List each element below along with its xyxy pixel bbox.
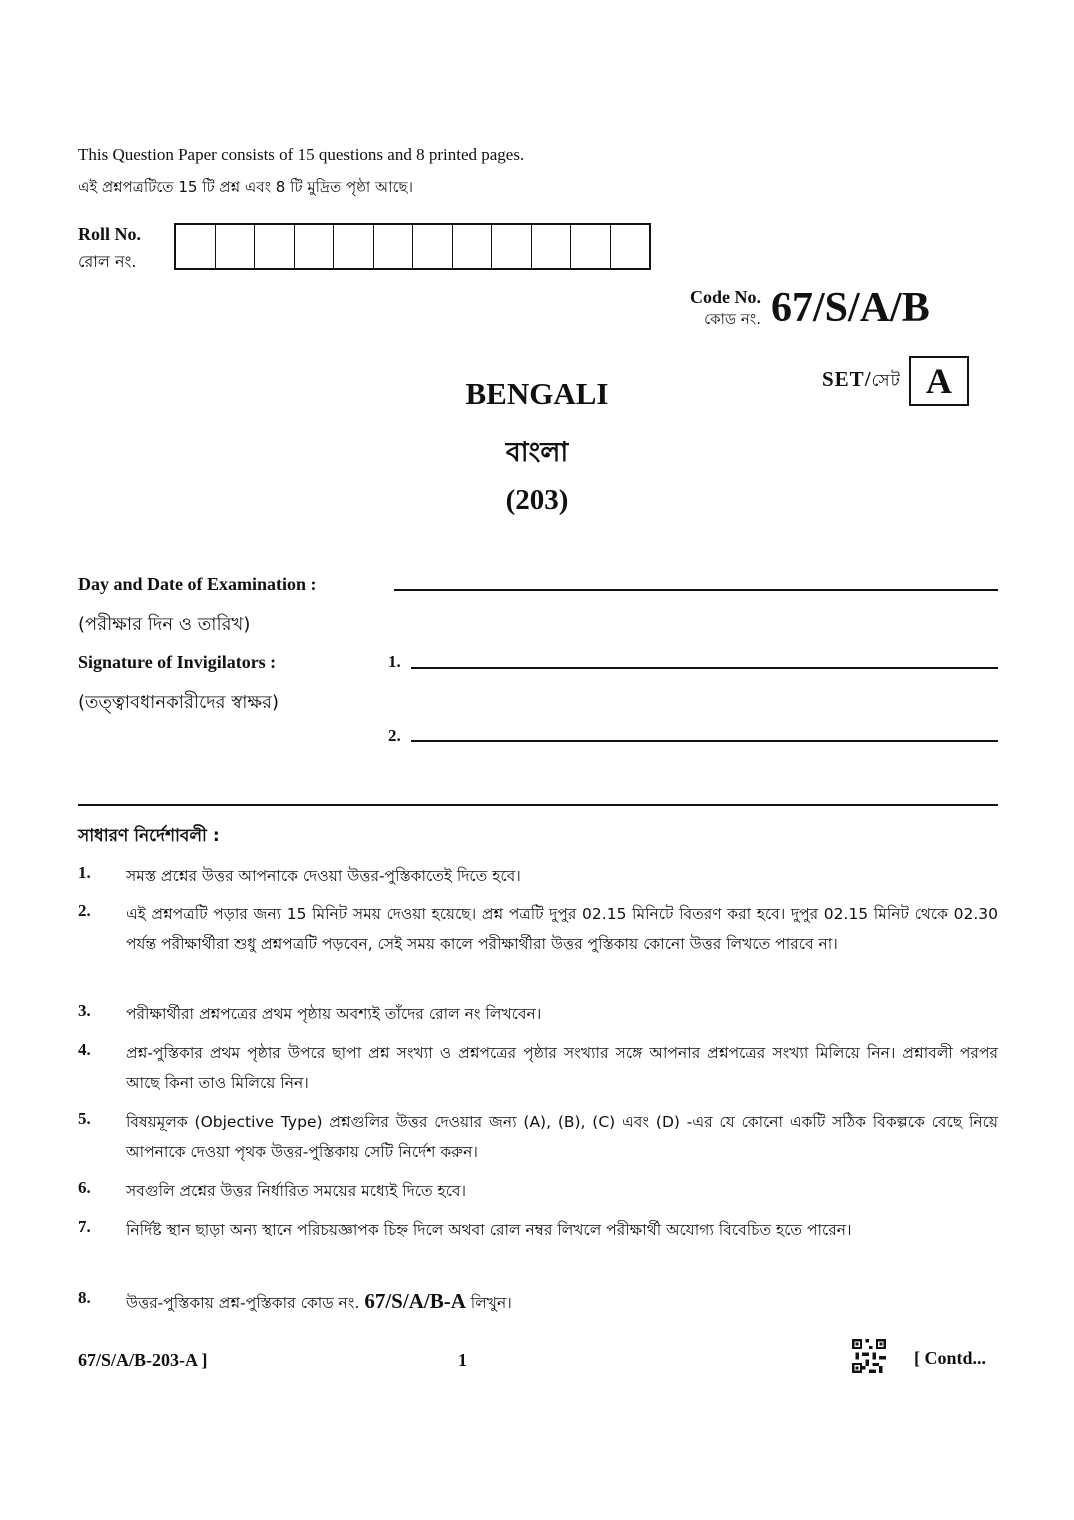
roll-number-box[interactable]	[176, 225, 216, 268]
signature-1-field[interactable]	[411, 667, 998, 669]
set-label: SET/সেট	[822, 366, 901, 391]
roll-number-box[interactable]	[453, 225, 493, 268]
subject-title-english: BENGALI	[465, 376, 609, 411]
roll-number-box[interactable]	[532, 225, 572, 268]
roll-number-box[interactable]	[334, 225, 374, 268]
set-value-box: A	[909, 356, 969, 406]
page-number: 1	[458, 1350, 467, 1370]
roll-number-box[interactable]	[255, 225, 295, 268]
qr-code-icon	[852, 1339, 886, 1373]
instruction-item: 3. পরীক্ষার্থীরা প্রশ্নপত্রের প্রথম পৃষ্ঠায় অবশ্যই তাঁদের রোল নং লিখবেন।	[78, 1001, 542, 1023]
invigilator-signature-label-bengali: (তত্ত্বাবধানকারীদের স্বাক্ষর)	[78, 692, 279, 713]
instruction-item: 2. এই প্রশ্নপত্রটি পড়ার জন্য 15 মিনিট সময় দেওয়া হয়েছে। প্রশ্ন পত্রটি দুপুর 02.15 মিনিটে বিতরণ করা হবে। দুপুর 02.15 মিনিট থেকে 02.30 পর্যন্ত পরীক্ষার্থীরা শুধু প্রশ্নপত্রটি পড়বেন, সেই সময় কালে পরীক্ষার্থীরা উত্তর পুস্তিকায় কোনো উত্তর লিখতে পারবে না।	[78, 901, 998, 953]
exam-date-label: Day and Date of Examination :	[78, 574, 317, 594]
booklet-code: 67/S/A/B-A	[364, 1289, 466, 1313]
subject-code: (203)	[505, 484, 569, 516]
roll-number-box[interactable]	[571, 225, 611, 268]
instruction-item: 4. প্রশ্ন-পুস্তিকার প্রথম পৃষ্ঠার উপরে ছাপা প্রশ্ন সংখ্যা ও প্রশ্নপত্রের পৃষ্ঠার সংখ্যার সঙ্গে আপনার প্রশ্নপত্রের সংখ্যা মিলিয়ে নিন। প্রশ্নাবলী পরপর আছে কিনা তাও মিলিয়ে নিন।	[78, 1040, 998, 1092]
exam-date-label-bengali: (পরীক্ষার দিন ও তারিখ)	[78, 614, 251, 635]
invigilator-signature-label: Signature of Invigilators :	[78, 652, 277, 672]
code-number-block	[690, 284, 930, 332]
roll-number-box[interactable]	[492, 225, 532, 268]
footer-paper-code: 67/S/A/B-203-A ]	[78, 1350, 208, 1370]
instruction-item: 7. নির্দিষ্ট স্থান ছাড়া অন্য স্থানে পরিচয়জ্ঞাপক চিহ্ন দিলে অথবা রোল নম্বর লিখলে পরীক্ষার্থী অযোগ্য বিবেচিত হতে পারেন।	[78, 1217, 852, 1239]
roll-number-boxes[interactable]	[174, 223, 651, 270]
exam-date-field[interactable]	[394, 589, 998, 591]
roll-number-box[interactable]	[611, 225, 650, 268]
roll-number-box[interactable]	[295, 225, 335, 268]
code-number-value: 67/S/A/B	[771, 285, 930, 331]
signature-1-number: 1.	[388, 652, 401, 671]
instruction-item: 8. উত্তর-পুস্তিকায় প্রশ্ন-পুস্তিকার কোড নং. 67/S/A/B-A লিখুন।	[78, 1288, 512, 1313]
roll-number-box[interactable]	[374, 225, 414, 268]
signature-2-field[interactable]	[411, 740, 998, 742]
instruction-item: 5. বিষয়মূলক (Objective Type) প্রশ্নগুলির উত্তর দেওয়ার জন্য (A), (B), (C) এবং (D) -এর যে কোনো একটি সঠিক বিকল্পকে বেছে নিয়ে আপনাকে দেওয়া পৃথক উত্তর-পুস্তিকায় সেটি নির্দেশ করুন।	[78, 1109, 998, 1161]
general-instructions-title: সাধারণ নির্দেশাবলী :	[78, 826, 220, 846]
continued-label: [ Contd...	[914, 1348, 987, 1368]
code-number-label: Code No. কোড নং.	[690, 287, 761, 328]
paper-info-bengali: এই প্রশ্নপত্রটিতে 15 টি প্রশ্ন এবং 8 টি মুদ্রিত পৃষ্ঠা আছে।	[78, 178, 414, 196]
paper-info-english: This Question Paper consists of 15 questions and 8 printed pages.	[78, 145, 525, 164]
roll-number-label: Roll No. রোল নং.	[78, 224, 141, 271]
roll-number-box[interactable]	[216, 225, 256, 268]
section-divider	[78, 804, 998, 806]
instruction-item: 6. সবগুলি প্রশ্নের উত্তর নির্ধারিত সময়ের মধ্যেই দিতে হবে।	[78, 1178, 467, 1200]
subject-title-bengali: বাংলা	[505, 437, 569, 468]
roll-number-box[interactable]	[413, 225, 453, 268]
instruction-item: 1. সমস্ত প্রশ্নের উত্তর আপনাকে দেওয়া উত্তর-পুস্তিকাতেই দিতে হবে।	[78, 863, 521, 885]
signature-2-number: 2.	[388, 726, 401, 745]
